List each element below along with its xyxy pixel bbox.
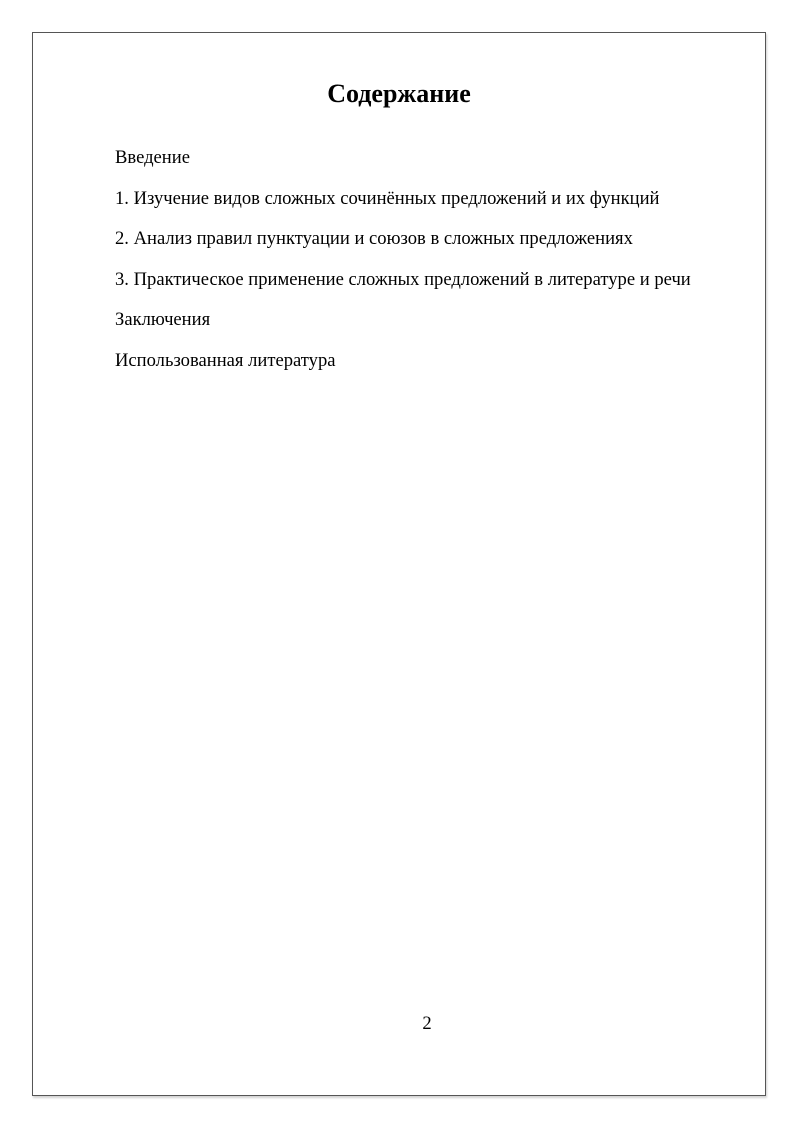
toc-item-introduction: Введение (115, 147, 190, 168)
page-title: Содержание (327, 79, 471, 108)
toc-item-chapter-2: 2. Анализ правил пунктуации и союзов в сложных предложениях (115, 228, 633, 250)
document-page (32, 32, 766, 1096)
toc-item-conclusion: Заключения (115, 309, 211, 331)
toc-item-references: Использованная литература (115, 349, 336, 371)
table-of-contents (115, 146, 691, 390)
toc-item-chapter-1: 1. Изучение видов сложных сочинённых предложений и их функций (115, 187, 660, 209)
toc-item-chapter-3: 3. Практическое применение сложных предложений в литературе и речи (115, 268, 691, 290)
page-number: 2 (422, 1013, 432, 1034)
